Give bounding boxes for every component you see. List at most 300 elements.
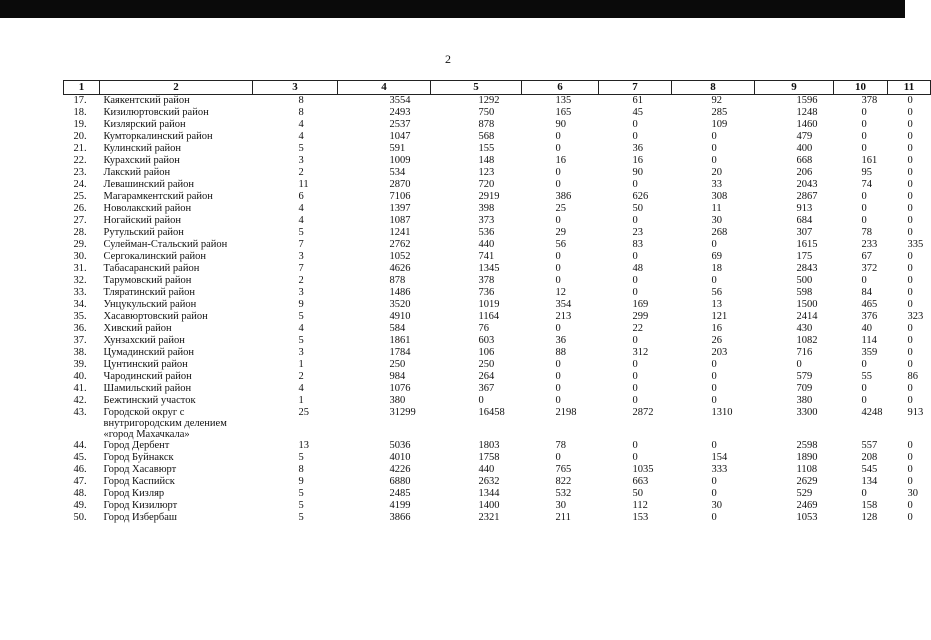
row-number-cell: 37. [73,335,87,346]
value-cell: 2 [298,167,304,178]
value-cell: 112 [632,500,648,511]
table-row [64,371,931,383]
district-name-cell: Хасавюртовский район [103,311,208,322]
value-cell: 9 [298,299,304,310]
value-cell: 0 [796,359,802,370]
value-cell: 0 [907,263,913,274]
value-cell: 5 [298,143,304,154]
value-cell: 0 [861,107,867,118]
column-header: 8 [672,81,755,95]
row-number-cell: 33. [73,287,87,298]
table-row [64,131,931,143]
row-number-cell: 43. [73,407,87,418]
district-name-cell: Курахский район [103,155,180,166]
value-cell: 2537 [389,119,411,130]
district-name-cell: Кизилюртовский район [103,107,209,118]
value-cell: 55 [861,371,872,382]
district-name-cell: Город Кизляр [103,488,165,499]
row-number-cell: 42. [73,395,87,406]
column-header: 7 [599,81,672,95]
column-header: 1 [64,81,100,95]
row-number-cell: 18. [73,107,87,118]
value-cell: 913 [796,203,813,214]
value-cell: 0 [555,359,561,370]
value-cell: 1292 [478,95,500,106]
value-cell: 1397 [389,203,411,214]
value-cell: 0 [907,335,913,346]
value-cell: 878 [389,275,406,286]
district-name-cell: Унцукульский район [103,299,197,310]
value-cell: 0 [711,359,717,370]
column-header: 5 [431,81,522,95]
value-cell: 716 [796,347,813,358]
row-number-cell: 47. [73,476,87,487]
value-cell: 0 [555,395,561,406]
value-cell: 1596 [796,95,818,106]
district-name-cell: Город Буйнакск [103,452,174,463]
value-cell: 545 [861,464,878,475]
value-cell: 8 [298,95,304,106]
value-cell: 557 [861,440,878,451]
row-number-cell: 29. [73,239,87,250]
value-cell: 307 [796,227,813,238]
district-name-cell: Город Дербент [103,440,170,451]
value-cell: 4 [298,215,304,226]
value-cell: 74 [861,179,872,190]
value-cell: 626 [632,191,649,202]
value-cell: 18 [711,263,722,274]
value-cell: 878 [478,119,495,130]
district-name-cell: Кизлярский район [103,119,186,130]
table-row [64,287,931,299]
value-cell: 148 [478,155,495,166]
value-cell: 250 [478,359,495,370]
value-cell: 0 [907,464,913,475]
row-number-cell: 17. [73,95,87,106]
table-row [64,488,931,500]
row-number-cell: 48. [73,488,87,499]
value-cell: 376 [861,311,878,322]
value-cell: 4910 [389,311,411,322]
value-cell: 48 [632,263,643,274]
value-cell: 1019 [478,299,500,310]
value-cell: 36 [555,335,566,346]
table-row [64,299,931,311]
value-cell: 0 [555,383,561,394]
row-number-cell: 32. [73,275,87,286]
district-name-cell: Город Каспийск [103,476,175,487]
value-cell: 0 [907,395,913,406]
value-cell: 2870 [389,179,411,190]
value-cell: 709 [796,383,813,394]
value-cell: 6 [298,191,304,202]
value-cell: 440 [478,239,495,250]
value-cell: 584 [389,323,406,334]
value-cell: 0 [907,287,913,298]
value-cell: 913 [907,407,924,418]
value-cell: 532 [555,488,572,499]
value-cell: 0 [861,383,867,394]
district-name-cell: Кумторкалинский район [103,131,213,142]
table-row [64,263,931,275]
value-cell: 1108 [796,464,818,475]
value-cell: 8 [298,107,304,118]
value-cell: 0 [861,359,867,370]
value-cell: 1344 [478,488,500,499]
value-cell: 0 [861,203,867,214]
value-cell: 2043 [796,179,818,190]
value-cell: 0 [711,155,717,166]
value-cell: 158 [861,500,878,511]
district-name-cell: Сулейман-Стальский район [103,239,228,250]
district-name-cell: Табасаранский район [103,263,200,274]
value-cell: 4226 [389,464,411,475]
district-name-cell: Бежтинский участок [103,395,196,406]
value-cell: 0 [711,476,717,487]
value-cell: 0 [632,275,638,286]
value-cell: 86 [907,371,918,382]
value-cell: 3 [298,155,304,166]
value-cell: 0 [632,251,638,262]
value-cell: 50 [632,203,643,214]
value-cell: 206 [796,167,813,178]
district-name-cell: Левашинский район [103,179,195,190]
value-cell: 299 [632,311,649,322]
row-number-cell: 45. [73,452,87,463]
district-name-cell: Город Кизилюрт [103,500,178,511]
value-cell: 380 [796,395,813,406]
row-number-cell: 38. [73,347,87,358]
table-row [64,512,931,524]
value-cell: 479 [796,131,813,142]
row-number-cell: 30. [73,251,87,262]
district-name-cell: Тляратинский район [103,287,195,298]
value-cell: 750 [478,107,495,118]
value-cell: 2598 [796,440,818,451]
value-cell: 0 [711,275,717,286]
value-cell: 90 [555,119,566,130]
column-header: 9 [755,81,834,95]
value-cell: 3 [298,287,304,298]
value-cell: 13 [298,440,309,451]
value-cell: 0 [861,488,867,499]
value-cell: 579 [796,371,813,382]
value-cell: 591 [389,143,406,154]
value-cell: 0 [907,251,913,262]
value-cell: 0 [907,203,913,214]
value-cell: 4 [298,119,304,130]
row-number-cell: 31. [73,263,87,274]
district-name-cell: Чародинский район [103,371,192,382]
value-cell: 0 [632,119,638,130]
value-cell: 378 [478,275,495,286]
value-cell: 12 [555,287,566,298]
value-cell: 2867 [796,191,818,202]
row-number-cell: 44. [73,440,87,451]
value-cell: 0 [632,215,638,226]
value-cell: 741 [478,251,495,262]
row-number-cell: 26. [73,203,87,214]
table-row [64,179,931,191]
value-cell: 0 [907,512,913,523]
value-cell: 0 [907,500,913,511]
value-cell: 5 [298,452,304,463]
value-cell: 5 [298,335,304,346]
row-number-cell: 46. [73,464,87,475]
value-cell: 0 [711,488,717,499]
value-cell: 598 [796,287,813,298]
value-cell: 7 [298,239,304,250]
table-row [64,407,931,440]
value-cell: 354 [555,299,572,310]
value-cell: 16 [632,155,643,166]
value-cell: 0 [711,383,717,394]
value-cell: 154 [711,452,728,463]
value-cell: 1241 [389,227,411,238]
value-cell: 3 [298,251,304,262]
column-header: 10 [834,81,888,95]
table-row [64,383,931,395]
value-cell: 90 [632,167,643,178]
value-cell: 135 [555,95,572,106]
value-cell: 465 [861,299,878,310]
row-number-cell: 21. [73,143,87,154]
value-cell: 984 [389,371,406,382]
value-cell: 2414 [796,311,818,322]
value-cell: 26 [711,335,722,346]
value-cell: 1035 [632,464,654,475]
value-cell: 0 [907,179,913,190]
row-number-cell: 34. [73,299,87,310]
value-cell: 0 [555,263,561,274]
value-cell: 268 [711,227,728,238]
value-cell: 123 [478,167,495,178]
value-cell: 4 [298,323,304,334]
value-cell: 0 [907,215,913,226]
value-cell: 121 [711,311,728,322]
value-cell: 30 [555,500,566,511]
value-cell: 603 [478,335,495,346]
value-cell: 0 [711,131,717,142]
value-cell: 25 [555,203,566,214]
value-cell: 61 [632,95,643,106]
value-cell: 736 [478,287,495,298]
table-row [64,335,931,347]
value-cell: 36 [632,143,643,154]
value-cell: 0 [907,275,913,286]
value-cell: 0 [632,287,638,298]
row-number-cell: 40. [73,371,87,382]
value-cell: 56 [711,287,722,298]
value-cell: 4626 [389,263,411,274]
value-cell: 1052 [389,251,411,262]
value-cell: 440 [478,464,495,475]
value-cell: 0 [861,191,867,202]
value-cell: 0 [555,131,561,142]
value-cell: 128 [861,512,878,523]
value-cell: 16 [711,323,722,334]
value-cell: 2321 [478,512,500,523]
value-cell: 0 [711,440,717,451]
value-cell: 1803 [478,440,500,451]
value-cell: 56 [555,239,566,250]
value-cell: 500 [796,275,813,286]
value-cell: 1248 [796,107,818,118]
value-cell: 0 [555,167,561,178]
value-cell: 536 [478,227,495,238]
value-cell: 4248 [861,407,883,418]
value-cell: 0 [555,143,561,154]
value-cell: 1890 [796,452,818,463]
value-cell: 3300 [796,407,818,418]
value-cell: 250 [389,359,406,370]
value-cell: 430 [796,323,813,334]
value-cell: 0 [861,131,867,142]
value-cell: 720 [478,179,495,190]
table-row [64,107,931,119]
value-cell: 175 [796,251,813,262]
table-row [64,347,931,359]
value-cell: 0 [632,371,638,382]
value-cell: 67 [861,251,872,262]
value-cell: 203 [711,347,728,358]
value-cell: 1460 [796,119,818,130]
district-name-cell: Хивский район [103,323,172,334]
value-cell: 3554 [389,95,411,106]
row-number-cell: 28. [73,227,87,238]
value-cell: 8 [298,464,304,475]
value-cell: 1087 [389,215,411,226]
value-cell: 0 [907,167,913,178]
value-cell: 0 [632,179,638,190]
value-cell: 161 [861,155,878,166]
value-cell: 5 [298,488,304,499]
value-cell: 30 [711,500,722,511]
value-cell: 1861 [389,335,411,346]
value-cell: 0 [632,452,638,463]
value-cell: 0 [632,383,638,394]
value-cell: 3520 [389,299,411,310]
value-cell: 33 [711,179,722,190]
value-cell: 7 [298,263,304,274]
value-cell: 2843 [796,263,818,274]
value-cell: 2 [298,275,304,286]
value-cell: 822 [555,476,572,487]
value-cell: 5 [298,311,304,322]
district-name-cell: Шамильский район [103,383,192,394]
table-header-row [64,81,931,95]
value-cell: 7106 [389,191,411,202]
value-cell: 3866 [389,512,411,523]
value-cell: 0 [555,275,561,286]
value-cell: 4 [298,131,304,142]
value-cell: 0 [711,239,717,250]
table-row [64,476,931,488]
value-cell: 2469 [796,500,818,511]
value-cell: 0 [632,359,638,370]
value-cell: 50 [632,488,643,499]
value-cell: 1758 [478,452,500,463]
value-cell: 11 [711,203,722,214]
value-cell: 2872 [632,407,654,418]
value-cell: 0 [555,452,561,463]
value-cell: 169 [632,299,649,310]
value-cell: 0 [478,395,484,406]
district-name-cell: Магарамкентский район [103,191,213,202]
value-cell: 373 [478,215,495,226]
district-name-cell: Городской округ с внутригородским делением «город Махачкала» [103,407,227,440]
value-cell: 22 [632,323,643,334]
value-cell: 25 [298,407,309,418]
value-cell: 78 [555,440,566,451]
value-cell: 1047 [389,131,411,142]
value-cell: 11 [298,179,309,190]
district-name-cell: Каякентский район [103,95,190,106]
value-cell: 30 [907,488,918,499]
value-cell: 668 [796,155,813,166]
row-number-cell: 22. [73,155,87,166]
row-number-cell: 23. [73,167,87,178]
value-cell: 0 [861,395,867,406]
value-cell: 359 [861,347,878,358]
table-row [64,191,931,203]
table-row [64,275,931,287]
table-row [64,119,931,131]
row-number-cell: 19. [73,119,87,130]
value-cell: 4199 [389,500,411,511]
value-cell: 0 [711,371,717,382]
district-name-cell: Сергокалинский район [103,251,207,262]
value-cell: 2632 [478,476,500,487]
value-cell: 312 [632,347,649,358]
value-cell: 134 [861,476,878,487]
value-cell: 1310 [711,407,733,418]
table-row [64,203,931,215]
district-name-cell: Тарумовский район [103,275,192,286]
value-cell: 534 [389,167,406,178]
value-cell: 233 [861,239,878,250]
value-cell: 76 [478,323,489,334]
value-cell: 285 [711,107,728,118]
value-cell: 0 [555,215,561,226]
value-cell: 335 [907,239,924,250]
value-cell: 23 [632,227,643,238]
value-cell: 20 [711,167,722,178]
value-cell: 0 [555,323,561,334]
scanner-top-bar [0,0,905,18]
value-cell: 1 [298,359,304,370]
value-cell: 155 [478,143,495,154]
value-cell: 0 [907,440,913,451]
table-body [64,95,931,525]
value-cell: 106 [478,347,495,358]
value-cell: 0 [907,452,913,463]
value-cell: 1082 [796,335,818,346]
value-cell: 1 [298,395,304,406]
district-name-cell: Ногайский район [103,215,181,226]
district-name-cell: Новолакский район [103,203,192,214]
value-cell: 0 [555,251,561,262]
value-cell: 2485 [389,488,411,499]
row-number-cell: 50. [73,512,87,523]
value-cell: 6880 [389,476,411,487]
row-number-cell: 20. [73,131,87,142]
value-cell: 663 [632,476,649,487]
value-cell: 109 [711,119,728,130]
value-cell: 0 [907,323,913,334]
district-name-cell: Хунзахский район [103,335,185,346]
district-name-cell: Рутульский район [103,227,184,238]
